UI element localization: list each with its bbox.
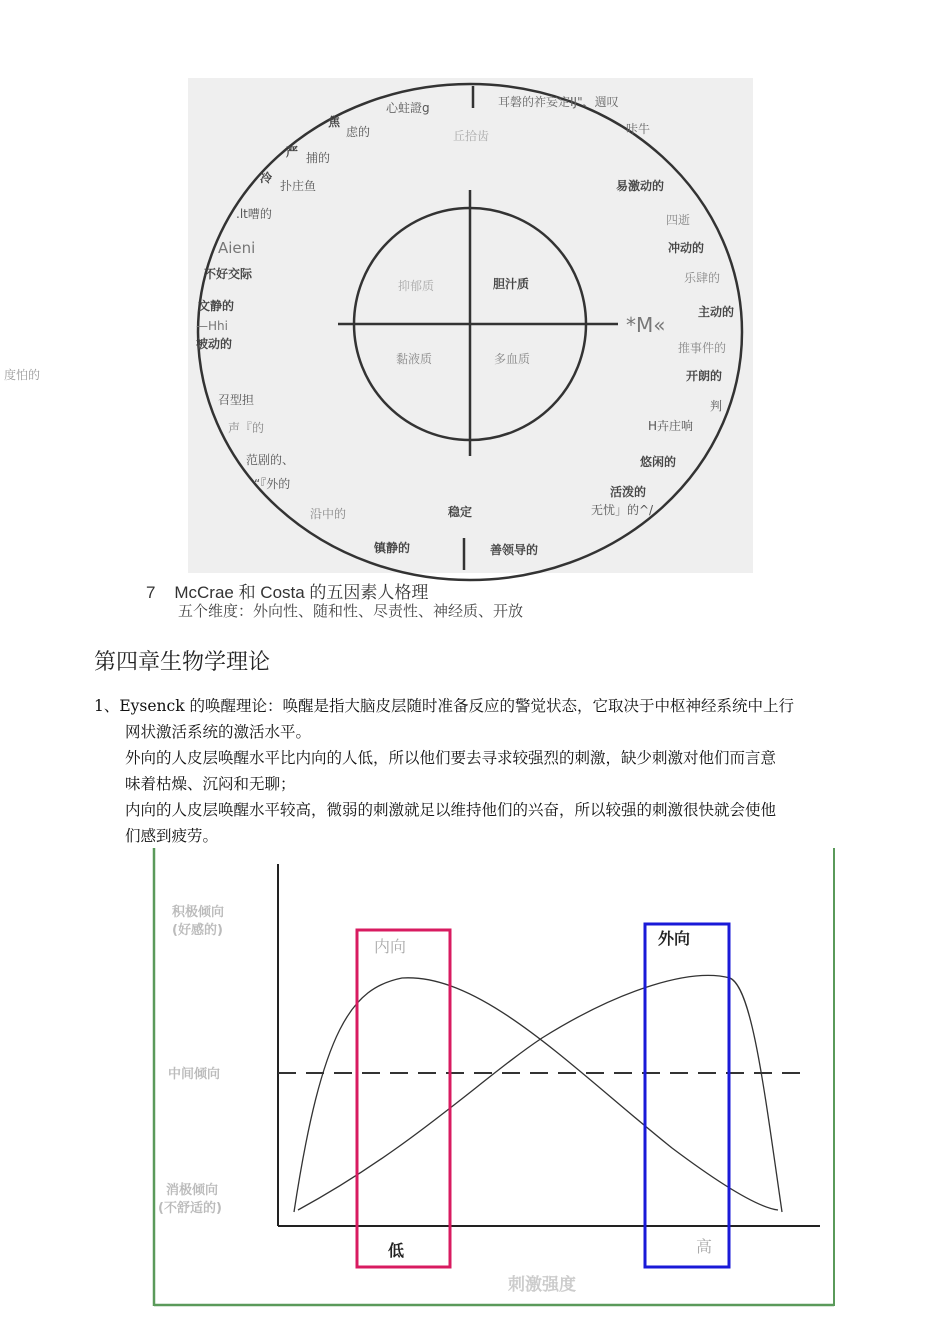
bottom-right-word: 善领导的 xyxy=(490,543,539,557)
right-word-11: 无忧」的^/ xyxy=(591,503,654,517)
item7-line2: 五个维度：外向性、随和性、尽责性、神经质、开放 xyxy=(178,602,524,620)
para-line-4: 味着枯燥、沉闷和无聊； xyxy=(125,775,296,793)
arousal-curve-figure xyxy=(152,848,836,1308)
y-bottom-label: 消极倾向(不舒适的) xyxy=(158,1183,222,1216)
top-line-1: 耳磐的祚妄定IJ"、週叹 xyxy=(498,95,619,109)
left-word-5: 捕的 xyxy=(306,151,331,165)
top-line-2: 咔牛 xyxy=(626,122,651,136)
right-word-0: 易激动的 xyxy=(616,179,665,193)
right-word-7: 判 xyxy=(710,399,723,413)
personality-circle-figure xyxy=(188,78,753,573)
left-word-2: 虑的 xyxy=(346,125,371,139)
lower-left-word-0: 召型担 xyxy=(218,393,255,407)
axis-right-label: *M« xyxy=(626,313,666,337)
stray-margin-text: 度怕的 xyxy=(4,368,41,382)
left-word-9: Aieni xyxy=(218,239,256,257)
left-word-6: 冷 xyxy=(260,171,273,185)
axis-bottom-label: 稳定 xyxy=(448,505,473,519)
right-word-4: 主动的 xyxy=(698,305,735,319)
item7-clipped xyxy=(0,600,950,618)
y-top-label: 积极倾向(好感的) xyxy=(172,905,225,938)
para-line-1: 1、Eysenck 的唤醒理论：唤醒是指大脑皮层随时准备反应的警觉状态，它取决于中枢神经系统中上行 xyxy=(94,697,795,715)
right-word-1: 四逝 xyxy=(666,213,691,227)
right-word-6: 开朗的 xyxy=(686,369,723,383)
left-word-8: .lt嘈的 xyxy=(236,207,272,221)
quadrant-top-right: 胆汁质 xyxy=(493,277,530,291)
left-word-0: 心蛀證g xyxy=(386,101,430,115)
lower-left-word-3: “『外的 xyxy=(254,477,291,491)
left-word-13: 被动的 xyxy=(196,337,233,351)
quadrant-bottom-left: 黏液质 xyxy=(396,352,433,366)
left-word-1: 焦 xyxy=(328,115,341,129)
extravert-label: 外向 xyxy=(658,929,691,948)
right-word-10: 活泼的 xyxy=(610,485,647,499)
right-word-3: 乐肆的 xyxy=(684,271,721,285)
right-word-8: H卉庄响 xyxy=(648,419,694,433)
para-line-2: 网状激活系统的激活水平。 xyxy=(125,723,312,741)
lower-left-word-1: 声『的 xyxy=(228,421,265,435)
left-word-7: 扑庄鱼 xyxy=(280,179,317,193)
lower-left-word-2: 范剧的、 xyxy=(246,453,295,467)
y-mid-label: 中间倾向 xyxy=(168,1067,221,1082)
right-word-2: 冲动的 xyxy=(668,241,705,255)
left-word-11: 文静的 xyxy=(198,299,235,313)
x-low-label: 低 xyxy=(388,1241,405,1260)
left-word-10: 不好交际 xyxy=(204,267,253,281)
left-word-3: 丘拾齿 xyxy=(453,129,490,143)
right-word-9: 悠闲的 xyxy=(640,455,677,469)
lower-left-word-4: 沿中的 xyxy=(310,507,347,521)
introvert-label: 内向 xyxy=(374,937,407,956)
x-high-label: 高 xyxy=(696,1237,713,1256)
left-word-4: 严 xyxy=(286,145,299,159)
right-word-5: 推事件的 xyxy=(678,341,727,355)
chapter-title: 第四章生物学理论 xyxy=(94,650,271,675)
para-line-3: 外向的人皮层唤醒水平比内向的人低，所以他们要去寻求较强烈的刺激，缺少刺激对他们而言意 xyxy=(125,749,777,767)
para-line-6: 们感到疲劳。 xyxy=(125,827,219,845)
quadrant-bottom-right: 多血质 xyxy=(494,352,531,366)
para-line-5: 内向的人皮层唤醒水平较高，微弱的刺激就足以维持他们的兴奋，所以较强的刺激很快就会使他 xyxy=(125,801,777,819)
item7-line1: 7 McCrae 和 Costa 的五因素人格理 xyxy=(146,583,429,602)
x-axis-title: 刺激强度 xyxy=(508,1275,576,1295)
quadrant-top-left: 抑郁质 xyxy=(398,279,435,293)
left-word-12: —Hhi xyxy=(196,319,228,333)
bottom-left-word: 镇静的 xyxy=(374,541,411,555)
